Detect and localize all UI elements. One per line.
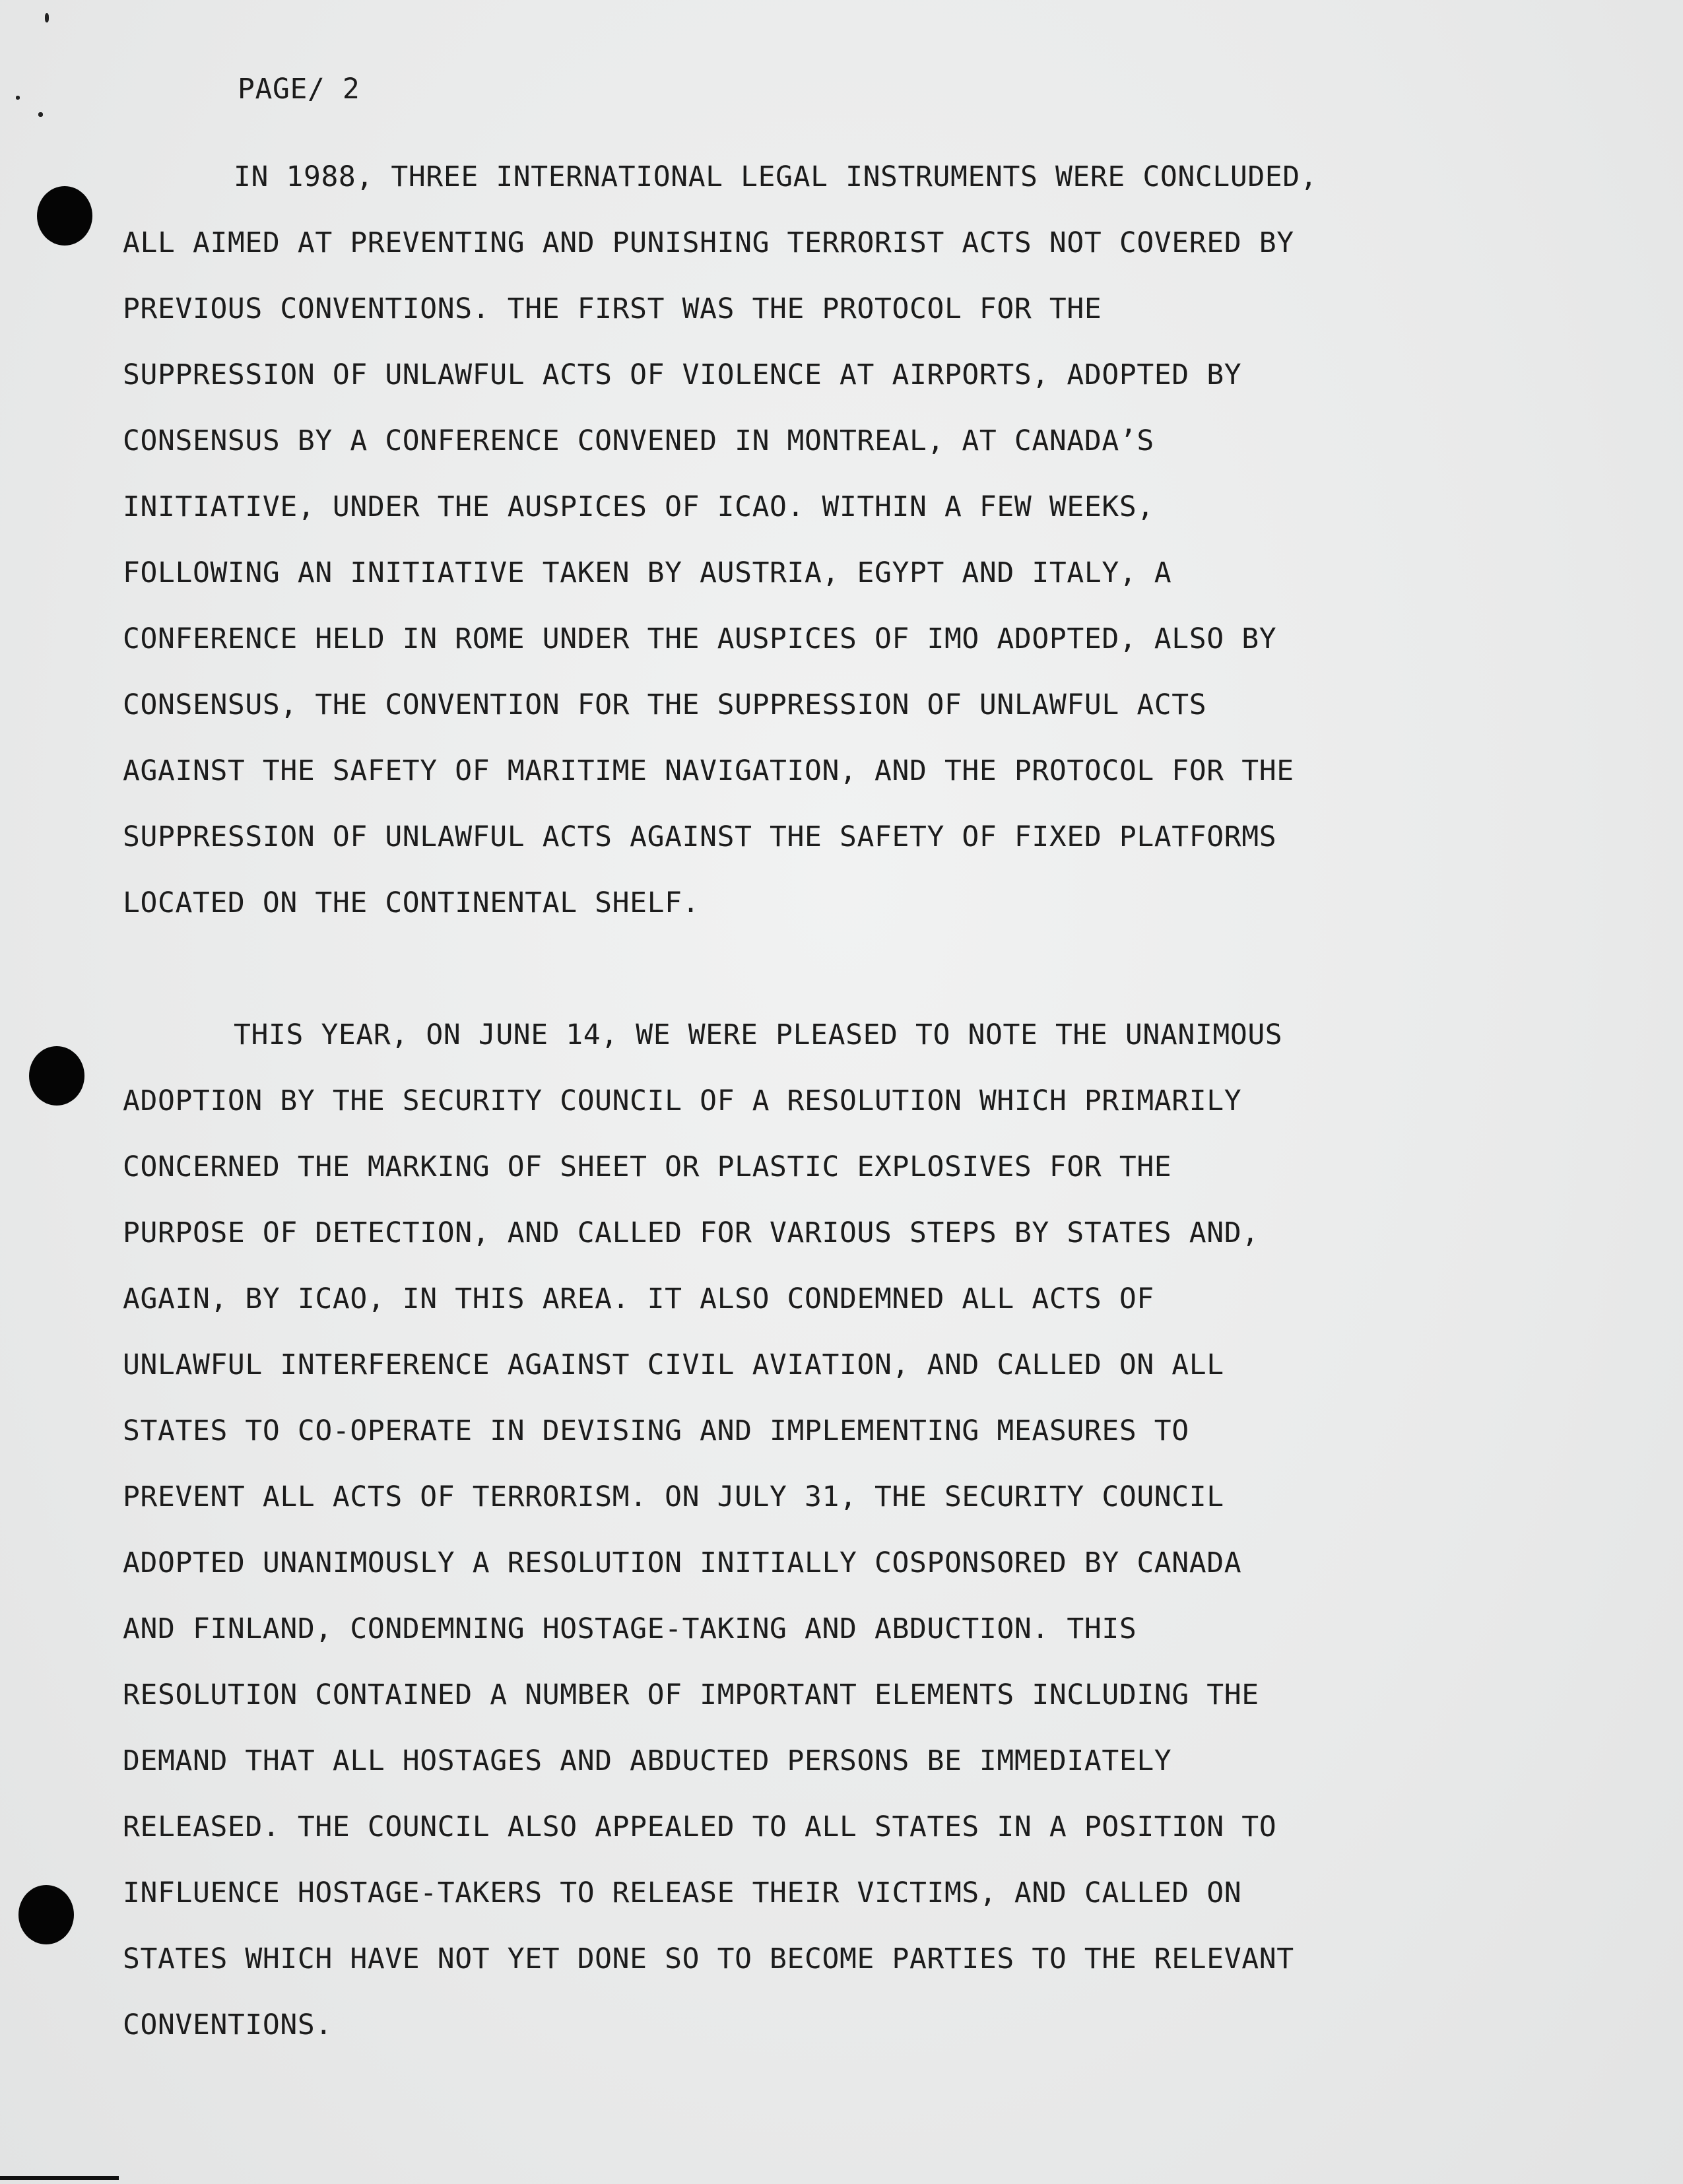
page-label: PAGE/ 2: [238, 73, 360, 106]
scan-speck: [16, 96, 20, 100]
scan-speck: [45, 13, 49, 22]
scan-edge-mark: [0, 2176, 119, 2180]
punch-hole-bottom: [18, 1885, 74, 1944]
punch-hole-middle: [29, 1046, 84, 1106]
document-body: [123, 73, 1568, 2058]
paragraph-security-council: THIS YEAR, ON JUNE 14, WE WERE PLEASED TO NOTE THE UNANIMOUS ADOPTION BY THE SECURITY COUNCIL OF A RESOLUTION WHICH PRIMARILY CONCERNED THE MARKING OF SHEET OR PLASTIC EXPLOSIVES FOR THE PURPOSE OF DETECTION, AND CALLED FOR VARIOUS STEPS BY STATES AND, AGAIN, BY ICAO, IN THIS AREA. IT ALSO CONDEMNED ALL ACTS OF UNLAWFUL INTERFERENCE AGAINST CIVIL AVIATION, AND CALLED ON ALL STATES TO CO-OPERATE IN DEVISING AND IMPLEMENTING MEASURES TO PREVENT ALL ACTS OF TERRORISM. ON JULY 31, THE SECURITY COUNCIL ADOPTED UNANIMOUSLY A RESOLUTION INITIALLY COSPONSORED BY CANADA AND FINLAND, CONDEMNING HOSTAGE-TAKING AND ABDUCTION. THIS RESOLUTION CONTAINED A NUMBER OF IMPORTANT ELEMENTS INCLUDING THE DEMAND THAT ALL HOSTAGES AND ABDUCTED PERSONS BE IMMEDIATELY RELEASED. THE COUNCIL ALSO APPEALED TO ALL STATES IN A POSITION TO INFLUENCE HOSTAGE-TAKERS TO RELEASE THEIR VICTIMS, AND CALLED ON STATES WHICH HAVE NOT YET DONE SO TO BECOME PARTIES TO THE RELEVANT CONVENTIONS.: [123, 1018, 1294, 2041]
punch-hole-top: [37, 186, 92, 246]
scan-speck: [38, 112, 43, 117]
paragraph-1988-instruments: IN 1988, THREE INTERNATIONAL LEGAL INSTRUMENTS WERE CONCLUDED, ALL AIMED AT PREVENTING AND PUNISHING TERRORIST ACTS NOT COVERED BY PREVIOUS CONVENTIONS. THE FIRST WAS THE PROTOCOL FOR THE SUPPRESSION OF UNLAWFUL ACTS OF VIOLENCE AT AIRPORTS, ADOPTED BY CONSENSUS BY A CONFERENCE CONVENED IN MONTREAL, AT CANADA’S INITIATIVE, UNDER THE AUSPICES OF ICAO. WITHIN A FEW WEEKS, FOLLOWING AN INITIATIVE TAKEN BY AUSTRIA, EGYPT AND ITALY, A CONFERENCE HELD IN ROME UNDER THE AUSPICES OF IMO ADOPTED, ALSO BY CONSENSUS, THE CONVENTION FOR THE SUPPRESSION OF UNLAWFUL ACTS AGAINST THE SAFETY OF MARITIME NAVIGATION, AND THE PROTOCOL FOR THE SUPPRESSION OF UNLAWFUL ACTS AGAINST THE SAFETY OF FIXED PLATFORMS LOCATED ON THE CONTINENTAL SHELF.: [123, 160, 1318, 919]
